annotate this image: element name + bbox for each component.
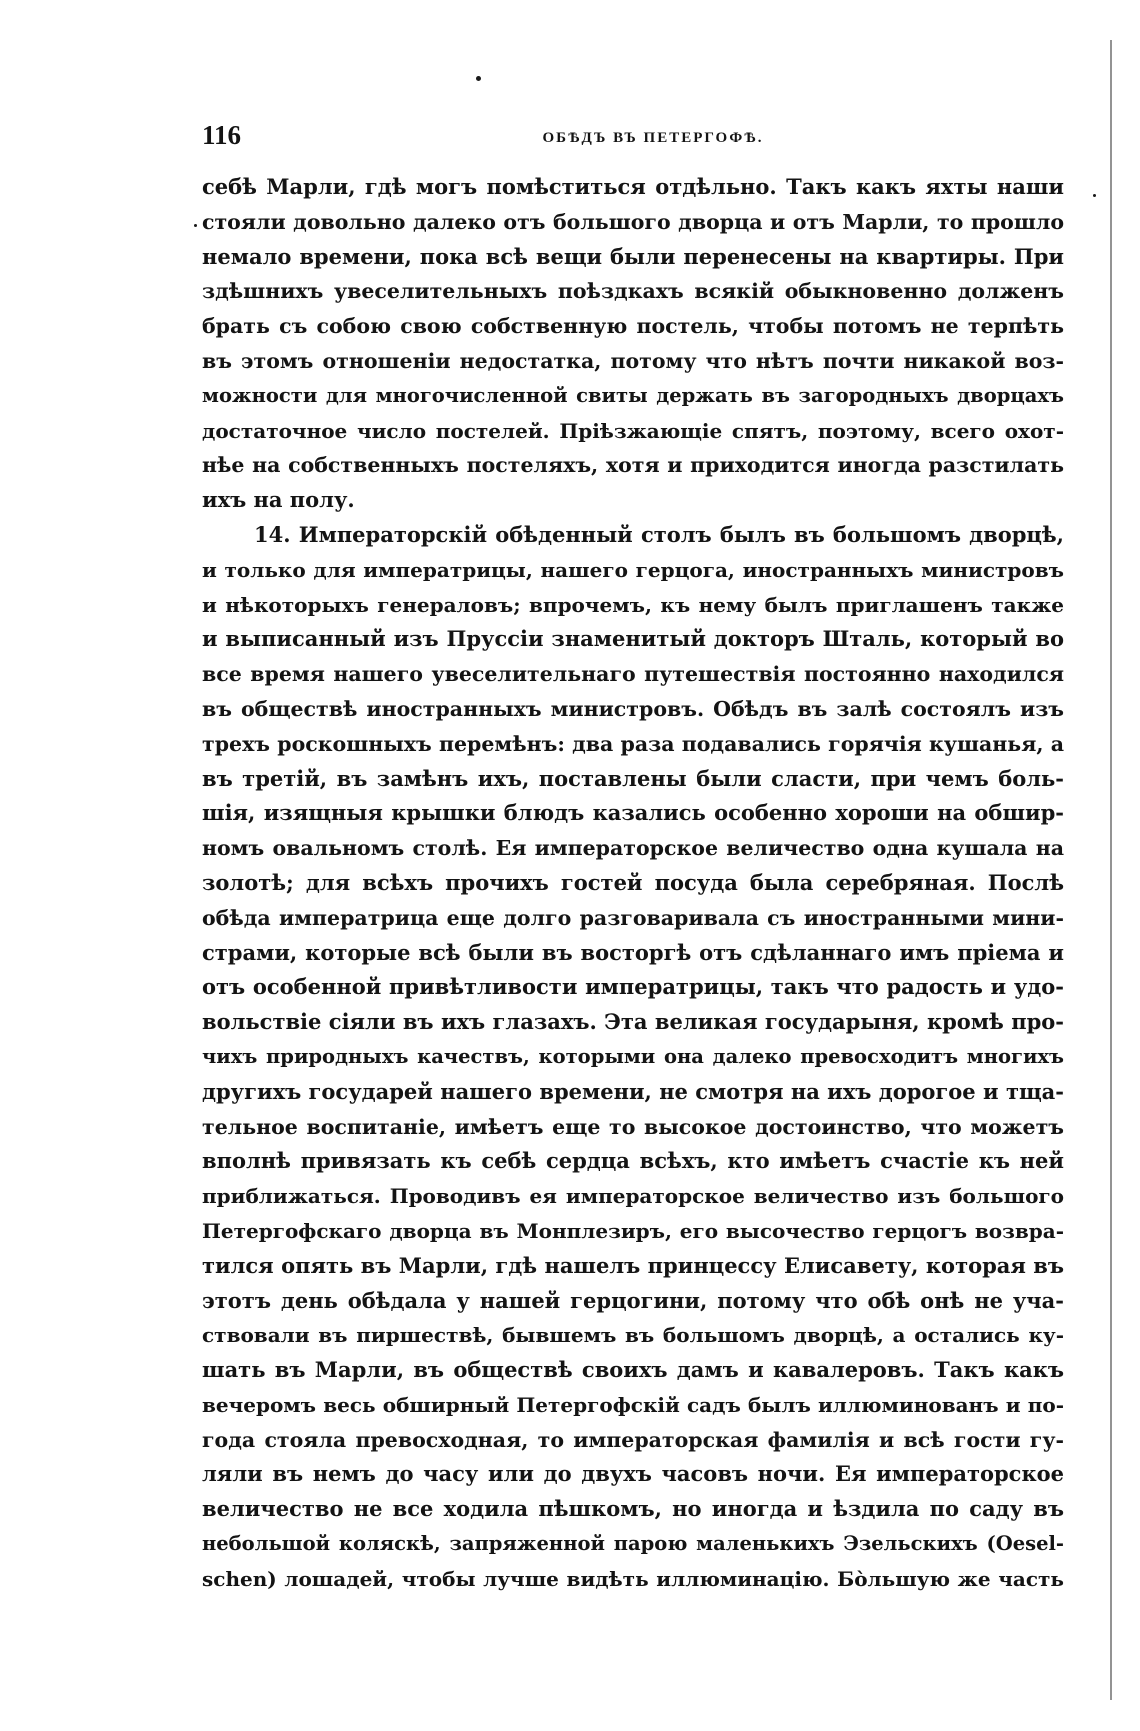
text-line: вольствіе сіяли въ ихъ глазахъ. Эта великая государыня, кромѣ про- (202, 1009, 1064, 1035)
page-edge-line (1110, 40, 1112, 1700)
page-number: 116 (202, 120, 242, 150)
text-line: ляли въ немъ до часу или до двухъ часовъ ночи. Ея императорское (202, 1461, 1064, 1487)
text-line: въ этомъ отношеніи недостатка, потому что нѣтъ почти никакой воз- (202, 348, 1064, 373)
text-line: обѣда императрица еще долго разговаривала съ иностранными мини- (202, 905, 1064, 930)
text-line: вполнѣ привязать къ себѣ сердца всѣхъ, кто имѣетъ счастіе къ ней (202, 1148, 1064, 1174)
text-line: нѣе на собственныхъ постеляхъ, хотя и приходится иногда разстилать (202, 453, 1064, 478)
text-line: другихъ государей нашего времени, не смотря на ихъ дорогое и тща- (202, 1078, 1064, 1104)
text-line: можности для многочисленной свиты держать въ загородныхъ дворцахъ (202, 383, 1064, 407)
text-line: ихъ на полу. (202, 487, 355, 513)
text-line: и нѣкоторыхъ генераловъ; впрочемъ, къ нему былъ приглашенъ также (202, 592, 1064, 617)
text-line: года стояла превосходная, то императорская фамилія и всѣ гости гу- (202, 1427, 1064, 1452)
text-line: здѣшнихъ увеселительныхъ поѣздкахъ всякій обыкновенно долженъ (202, 279, 1064, 304)
text-line: и выписанный изъ Пруссіи знаменитый докторъ Шталь, который во (202, 626, 1064, 652)
text-line: чихъ природныхъ качествъ, которыми она далеко превосходитъ многихъ (202, 1044, 1064, 1068)
text-line: вечеромъ весь обширный Петергофскій садъ былъ иллюминованъ и по- (202, 1392, 1064, 1417)
ink-speck (476, 76, 481, 81)
text-line: номъ овальномъ столѣ. Ея императорское величество одна кушала на (202, 836, 1064, 861)
text-line: отъ особенной привѣтливости императрицы, такъ что радость и удо- (202, 974, 1064, 1000)
paragraph-start-line: 14. Императорскій обѣденный столъ былъ въ большомъ дворцѣ, (254, 521, 1064, 547)
text-line: трехъ роскошныхъ перемѣнъ: два раза подавались горячія кушанья, а (202, 731, 1064, 756)
text-line: въ обществѣ иностранныхъ министровъ. Обѣдъ въ залѣ состоялъ изъ (202, 696, 1064, 721)
body-text (202, 170, 1064, 1597)
text-line: шать въ Марли, въ обществѣ своихъ дамъ и кавалеровъ. Такъ какъ (202, 1357, 1064, 1383)
ink-speck (1093, 194, 1096, 197)
text-line: тельное воспитаніе, имѣетъ еще то высокое достоинство, что можетъ (202, 1114, 1064, 1139)
text-line: приближаться. Проводивъ ея императорское величество изъ большого (202, 1184, 1064, 1209)
text-line: немало времени, пока всѣ вещи были перенесены на квартиры. При (202, 243, 1064, 269)
ink-speck (194, 224, 197, 227)
text-line: и только для императрицы, нашего герцога, иностранныхъ министровъ (202, 557, 1064, 582)
text-line: все время нашего увеселительнаго путешествія постоянно находился (202, 662, 1064, 687)
text-line: этотъ день обѣдала у нашей герцогини, потому что обѣ онѣ не уча- (202, 1287, 1064, 1313)
text-line: брать съ собою свою собственную постель, чтобы потомъ не терпѣть (202, 314, 1064, 339)
text-line: величество не все ходила пѣшкомъ, но иногда и ѣздила по саду въ (202, 1496, 1064, 1522)
text-line: въ третій, въ замѣнъ ихъ, поставлены были сласти, при чемъ боль- (202, 765, 1064, 791)
text-line: небольшой коляскѣ, запряженной парою маленькихъ Эзельскихъ (Oesel- (202, 1532, 1064, 1556)
text-line: schen) лошадей, чтобы лучше видѣть иллюминацію. Бо̀льшую же часть (202, 1566, 1064, 1591)
text-line: стояли довольно далеко отъ большого дворца и отъ Марли, то прошло (202, 209, 1064, 234)
text-line: тился опять въ Марли, гдѣ нашелъ принцессу Елисавету, которая въ (202, 1252, 1064, 1278)
text-line: страми, которые всѣ были въ восторгѣ отъ сдѣланнаго имъ пріема и (202, 939, 1064, 965)
text-line: Петергофскаго дворца въ Монплезиръ, его высочество герцогъ возвра- (202, 1218, 1064, 1243)
text-line: золотѣ; для всѣхъ прочихъ гостей посуда была серебряная. Послѣ (202, 869, 1064, 895)
text-line: достаточное число постелей. Пріѣзжающіе спятъ, поэтому, всего охот- (202, 418, 1064, 443)
running-title: ОБѢДЪ ВЪ ПЕТЕРГОФѢ. (542, 130, 764, 146)
text-line: шія, изящныя крышки блюдъ казались особенно хороши на обшир- (202, 800, 1064, 826)
text-line: себѣ Марли, гдѣ могъ помѣститься отдѣльно. Такъ какъ яхты наши (202, 174, 1064, 199)
text-line: ствовали въ пиршествѣ, бывшемъ въ большомъ дворцѣ, а остались ку- (202, 1323, 1064, 1348)
page-header (202, 120, 1064, 160)
